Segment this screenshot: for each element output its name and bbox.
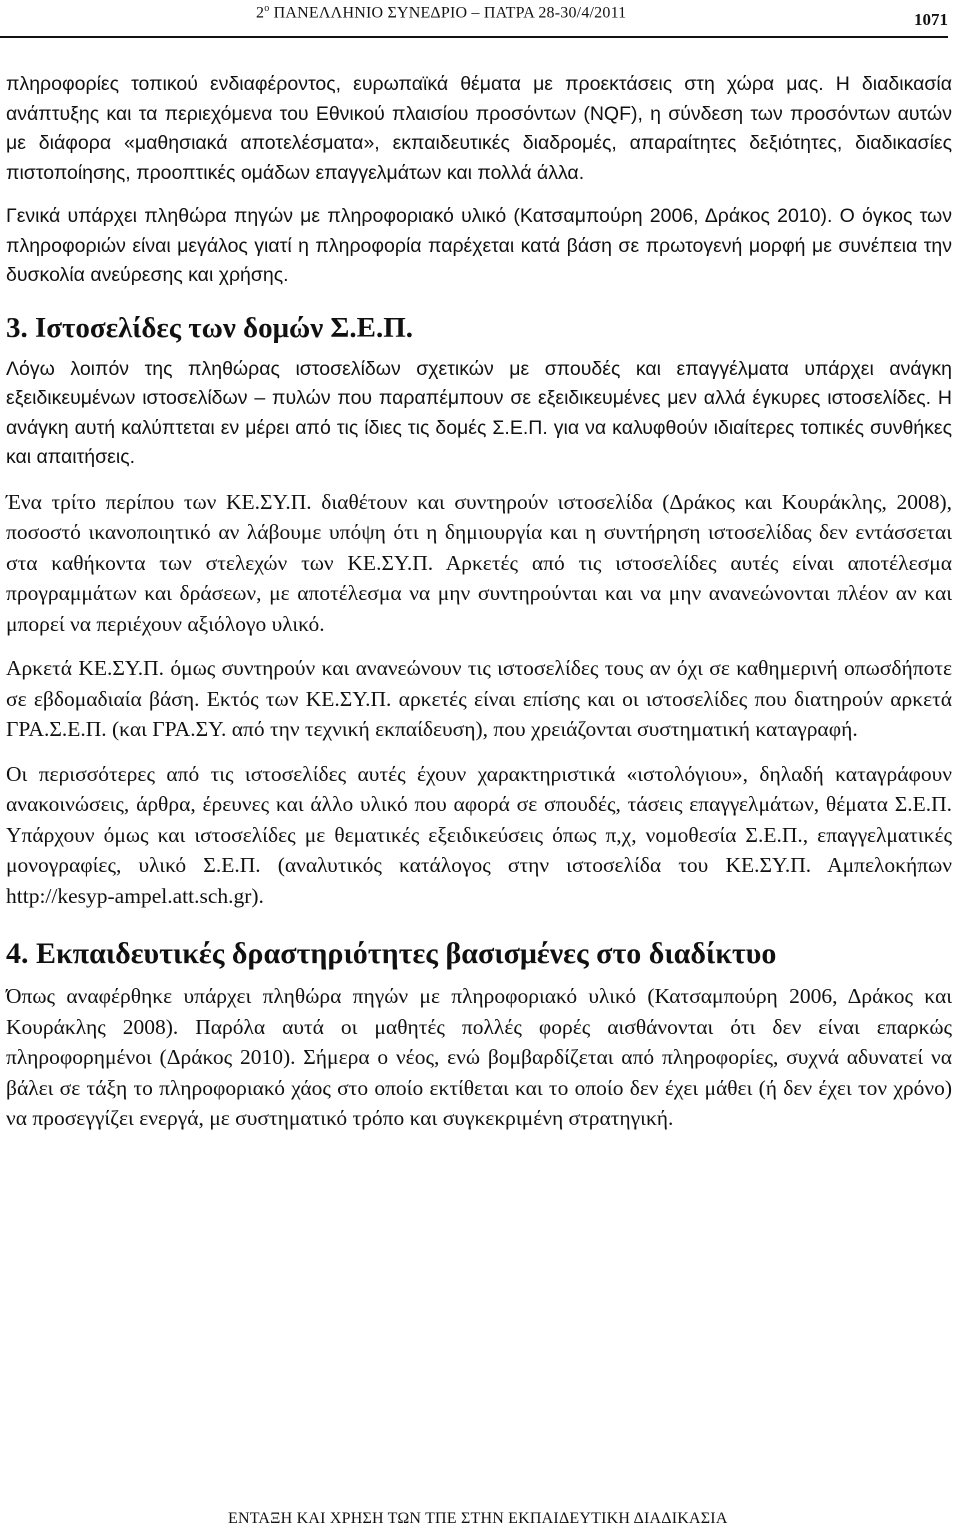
conference-name: ΠΑΝΕΛΛΗΝΙΟ ΣΥΝΕΔΡΙΟ – ΠΑΤΡΑ 28-30/4/2011 bbox=[269, 4, 627, 22]
conference-title bbox=[256, 3, 626, 22]
running-header bbox=[0, 0, 948, 38]
running-footer: ΕΝΤΑΞΗ ΚΑΙ ΧΡΗΣΗ ΤΩΝ ΤΠΕ ΣΤΗΝ ΕΚΠΑΙΔΕΥΤΙΚΗ ΔΙΑΔΙΚΑΣΙΑ bbox=[228, 1510, 728, 1527]
paragraph-5: Αρκετά ΚΕ.ΣΥ.Π. όμως συντηρούν και ανανεώνουν τις ιστοσελίδες τους αν όχι σε καθημερινή οπωσδήποτε σε εβδομαδιαία βάση. Εκτός των ΚΕ.ΣΥ.Π. αρκετές είναι επίσης και οι ιστοσελίδες που διατηρούν αρκετά ΓΡΑ.Σ.Ε.Π. (και ΓΡΑ.ΣΥ. από την τεχνική εκπαίδευση), που χρειάζονται συστηματική καταγραφή. bbox=[6, 656, 952, 741]
paragraph-6: Οι περισσότερες από τις ιστοσελίδες αυτές έχουν χαρακτηριστικά «ιστολόγιου», δηλαδή καταγράφουν ανακοινώσεις, άρθρα, έρευνες και άλλο υλικό που αφορά σε σπουδές, τάσεις επαγγελμάτων, θέματα Σ.Ε.Π. Υπάρχουν όμως και ιστοσελίδες με θεματικές εξειδικεύσεις όπως π,χ, νομοθεσία Σ.Ε.Π., επαγγελματικές μονογραφίες, υλικό Σ.Ε.Π. (αναλυτικός κατάλογος στην ιστοσελίδα του ΚΕ.ΣΥ.Π. Αμπελοκήπων http://kesyp-ampel.att.sch.gr). bbox=[6, 761, 952, 908]
paragraph-7: Όπως αναφέρθηκε υπάρχει πληθώρα πηγών με πληροφοριακό υλικό (Κατσαμπούρη 2006, Δράκος και Κουράκλης 2008). Παρόλα αυτά οι μαθητές πολλές φορές αισθάνονται ότι δεν είναι επαρκώς πληροφορημένοι (Δράκος 2010). Σήμερα ο νέος, ενώ βομβαρδίζεται από πληροφορίες, συχνά αδυνατεί να βάλει σε τάξη το πληροφοριακό χάος στο οποίο εκτίθεται και το οποίο δεν έχει μάθει (ή δεν έχει τον χρόνο) να προσεγγίζει ενεργά, με συστηματικό τρόπο και συγκεκριμένη στρατηγική. bbox=[6, 984, 952, 1130]
paragraph-1: πληροφορίες τοπικού ενδιαφέροντος, ευρωπαϊκά θέματα με προεκτάσεις στη χώρα μας. Η διαδικασία ανάπτυξης και τα περιεχόμενα του Εθνικού πλαισίου προσόντων (NQF), η σύνδεση των προσόντων αυτών με διάφορα «μαθησιακά αποτελέσματα», εκπαιδευτικές διαδρομές, απαραίτητες δεξιότητες, διαδικασίες πιστοποίησης, προοπτικές ομάδων επαγγελμάτων και πολλά άλλα. bbox=[6, 73, 952, 184]
paragraph-3: Λόγω λοιπόν της πληθώρας ιστοσελίδων σχετικών με σπουδές και επαγγέλματα υπάρχει ανάγκη εξειδικευμένων ιστοσελίδων – πυλών που παραπέμπουν σε εξειδικευμένες μεν αλλά έγκυρες ιστοσελίδες. Η ανάγκη αυτή καλύπτεται εν μέρει από τις ίδιες τις δομές Σ.Ε.Π. για να καλυφθούν ιδιαίτερες τοπικές συνθήκες και απαιτήσεις. bbox=[6, 357, 952, 468]
conference-ordinal: 2 bbox=[256, 4, 265, 22]
page-number: 1071 bbox=[914, 10, 948, 29]
section-3-heading: 3. Ιστοσελίδες των δομών Σ.Ε.Π. bbox=[6, 311, 414, 344]
paragraph-4: Ένα τρίτο περίπου των ΚΕ.ΣΥ.Π. διαθέτουν και συντηρούν ιστοσελίδα (Δράκος και Κουράκλης, 2008), ποσοστό ικανοποιητικό αν λάβουμε υπόψη ότι η δημιουργία και η συντήρηση ιστοσελίδας δεν εντάσσεται στα καθήκοντα των στελεχών των ΚΕ.ΣΥ.Π. Αρκετές από τις ιστοσελίδες αυτές είναι αποτέλεσμα προγραμμάτων και δράσεων, με αποτέλεσμα να μην συντηρούνται και να μην ανανεώνονται πλέον αν και μπορεί να περιέχουν αξιόλογο υλικό. bbox=[6, 489, 952, 636]
paragraph-2: Γενικά υπάρχει πληθώρα πηγών με πληροφοριακό υλικό (Κατσαμπούρη 2006, Δράκος 2010). Ο όγκος των πληροφοριών είναι μεγάλος γιατί η πληροφορία παρέχεται κατά βάση σε πρωτογενή μορφή με συνέπεια την δυσκολία ανεύρεσης και χρήσης. bbox=[6, 205, 952, 286]
section-4-heading: 4. Εκπαιδευτικές δραστηριότητες βασισμένες στο διαδίκτυο bbox=[6, 937, 777, 970]
page-body bbox=[6, 70, 952, 1148]
conference-ordinal-suffix: ο bbox=[264, 3, 270, 14]
